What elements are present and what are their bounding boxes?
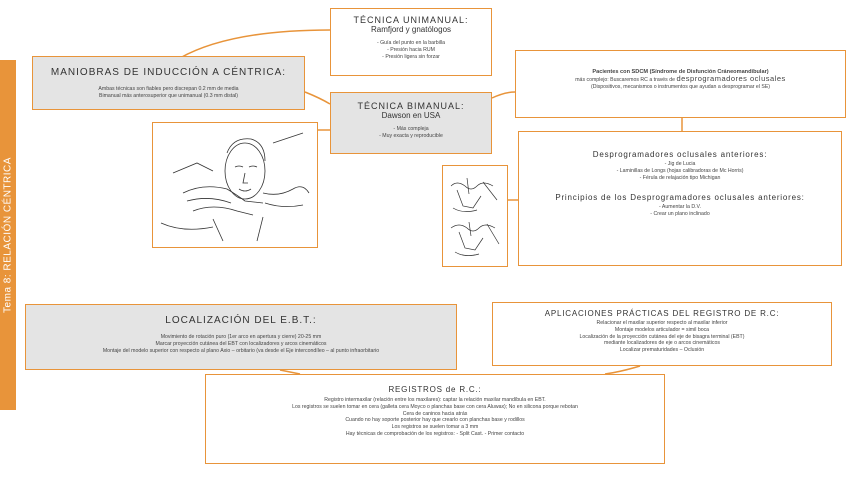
bimanual-line: - Muy exacta y reproducible — [379, 132, 443, 139]
bimanual-line: - Más compleja — [393, 126, 429, 132]
face-hands-drawing — [153, 123, 317, 247]
maniobras-line: Ambas técnicas son fiables pero discrepan 0.2 mm de media — [98, 86, 239, 92]
sdcm-line-prefix: más complejo: Buscaremos RC a través de — [575, 76, 675, 83]
registros-line: Cera de caninos hacia atrás — [402, 410, 468, 417]
desprogramadores-item: - Férula de relajación tipo Michigan — [639, 174, 721, 181]
principles-item: - Aumentar la D.V. — [659, 204, 701, 211]
unimanual-box — [330, 8, 492, 76]
registros-title: REGISTROS de R.C.: — [388, 385, 482, 394]
bimanual-subtitle: Dawson en USA — [381, 111, 441, 120]
bimanual-title: TÉCNICA BIMANUAL: — [357, 101, 465, 111]
unimanual-line: - Presión hacia RUM — [387, 46, 435, 53]
aplicaciones-title: APLICACIONES PRÁCTICAS DEL REGISTRO DE R.C: — [544, 309, 780, 318]
unimanual-line: - Guía del punto en la barbilla — [376, 40, 446, 46]
aplicaciones-box — [492, 302, 832, 366]
maniobras-line: Bimanual más anterosuperior que unimanual (0.3 mm distal) — [99, 92, 238, 99]
localizacion-box — [25, 304, 457, 370]
principles-title: Principios de los Desprogramadores oclusales anteriores: — [555, 193, 805, 203]
dental-device-drawing — [443, 166, 507, 266]
registros-line: Cuando no hay soporte posterior hay que crearlo con planchas base y rodillos — [345, 417, 525, 424]
unimanual-line: - Presión ligera sin forzar — [382, 53, 440, 60]
desprogramador-illustration — [442, 165, 508, 267]
principles-item: - Crear un plano inclinado — [650, 211, 710, 218]
sdcm-line — [516, 73, 845, 84]
localizacion-title: LOCALIZACIÓN DEL E.B.T.: — [165, 315, 317, 326]
localizacion-line: Movimiento de rotación puro (1er arco en apertura y cierre) 20-25 mm — [160, 334, 322, 340]
maniobras-title: MANIOBRAS DE INDUCCIÓN A CÉNTRICA: — [50, 67, 287, 78]
unimanual-title: TÉCNICA UNIMANUAL: — [353, 15, 469, 25]
desprogramadores-box — [518, 131, 842, 266]
desprogramadores-item: - Laminillas de Longs (hojas calibradoras de Mc Horris) — [616, 167, 744, 174]
desprogramadores-item: - Jig de Lucia — [664, 161, 696, 167]
unimanual-subtitle: Ramfjord y gnatólogos — [370, 25, 452, 34]
bimanual-technique-illustration — [152, 122, 318, 248]
sdcm-line: (Dispositivos, mecanismos o instrumentos que ayudan a desprogramar el SE) — [590, 83, 771, 90]
aplicaciones-line: Relacionar el maxilar superior respecto al maxilar inferior — [596, 320, 728, 326]
localizacion-line: Marcar proyección cutánea del EBT con localizadores y arcos cinemáticos — [155, 340, 327, 347]
registros-line: Los registros se suelen tomar a 3 mm — [391, 424, 479, 431]
registros-box — [205, 374, 665, 464]
sdcm-heading: Pacientes con SDCM (Síndrome de Disfunción Cráneomandibular) — [592, 69, 769, 75]
registros-line: Hay técnicas de comprobación de los registros: - Split Cast. - Primer contacto — [345, 430, 525, 437]
sdcm-line-bold: desprogramadores oclusales — [676, 73, 786, 83]
sidebar-label: Tema 8: RELACIÓN CÉNTRICA — [2, 157, 14, 313]
sdcm-box — [515, 50, 846, 118]
aplicaciones-line: mediante localizadores de eje o arcos cinemáticos — [604, 340, 720, 347]
aplicaciones-line: Montaje modelos articulador = simil boca — [614, 326, 710, 333]
bimanual-box — [330, 92, 492, 154]
aplicaciones-line: Localizar prematuridades – Oclusión — [619, 347, 705, 354]
maniobras-box — [32, 56, 305, 110]
desprogramadores-title: Desprogramadores oclusales anteriores: — [592, 150, 768, 159]
registros-line: Registro intermaxilar (relación entre los maxilares): captar la relación maxilar mandíbula en EBT. — [324, 397, 546, 403]
registros-line: Los registros se suelen tomar en cera (galleta cera Moyco o planchas base con cera Aluwax); No en silicona porque rebotan — [292, 403, 578, 410]
aplicaciones-line: Localización de la proyección cutánea del eje de bisagra terminal (EBT) — [579, 333, 745, 340]
localizacion-line: Montaje del modelo superior con respecto al plano Axio – orbitario (va desde el Eje intercondíleo – al punto infraorbitario — [102, 347, 380, 354]
